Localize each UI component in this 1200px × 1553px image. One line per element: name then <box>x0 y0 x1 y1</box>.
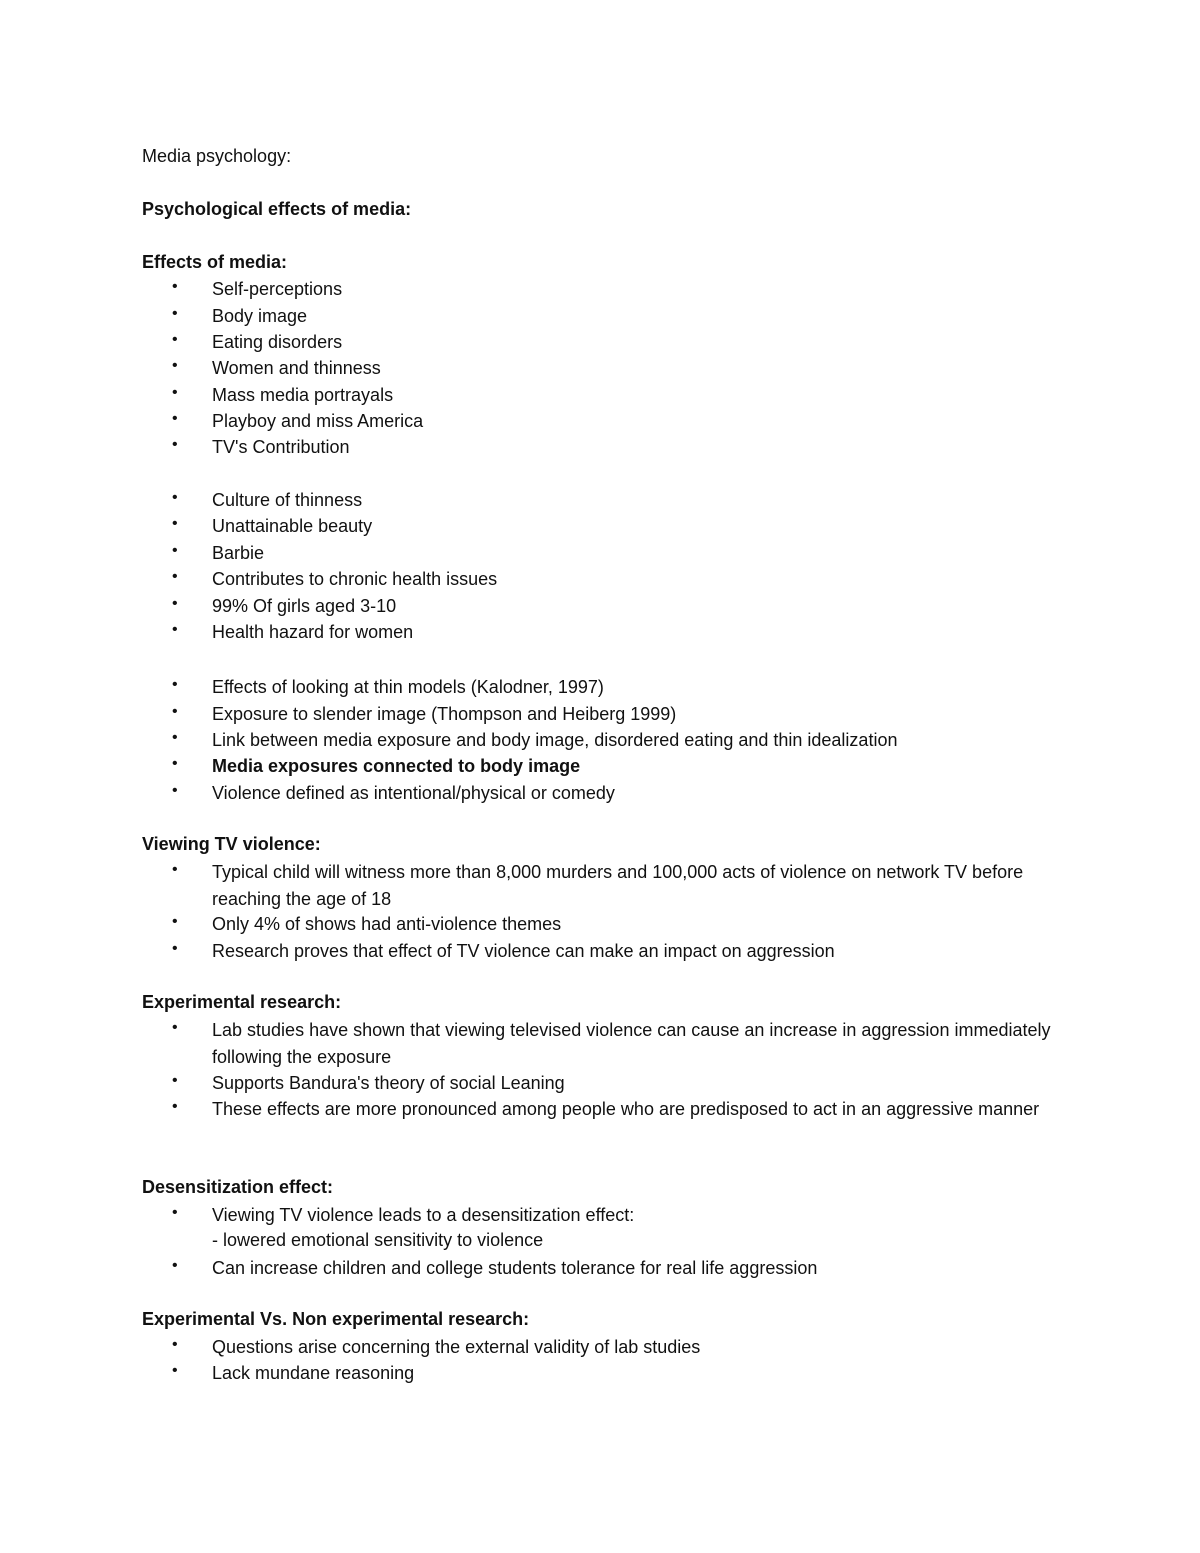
bullet-icon: • <box>172 1257 178 1274</box>
document-title: Media psychology: <box>142 146 292 166</box>
bullet-icon: • <box>172 489 178 506</box>
bullet-icon: • <box>172 940 178 957</box>
list-item: • Viewing TV violence leads to a desensitization effect: <box>172 1204 635 1225</box>
bullet-icon: • <box>172 436 178 453</box>
bullet-icon: • <box>172 568 178 585</box>
list-item: • Violence defined as intentional/physical or comedy <box>172 782 615 803</box>
bullet-icon: • <box>172 410 178 427</box>
list-item: • These effects are more pronounced among people who are predisposed to act in an aggressive manner <box>172 1098 1040 1119</box>
list-item: • Media exposures connected to body image <box>172 755 581 776</box>
section-heading: Viewing TV violence: <box>142 834 321 854</box>
list-item: • TV's Contribution <box>172 436 350 457</box>
list-item: • Exposure to slender image (Thompson and Heiberg 1999) <box>172 703 677 724</box>
bullet-icon: • <box>172 331 178 348</box>
bullet-icon: • <box>172 621 178 638</box>
section-heading: Experimental research: <box>142 992 342 1012</box>
list-item: • Questions arise concerning the external validity of lab studies <box>172 1336 701 1357</box>
bullet-icon: • <box>172 357 178 374</box>
bullet-icon: • <box>172 515 178 532</box>
section-heading: Desensitization effect: <box>142 1177 334 1197</box>
bullet-icon: • <box>172 782 178 799</box>
bullet-icon: • <box>172 703 178 720</box>
bullet-icon: • <box>172 542 178 559</box>
list-item: • Culture of thinness <box>172 489 363 510</box>
list-item: • Playboy and miss America <box>172 410 424 431</box>
bullet-icon: • <box>172 305 178 322</box>
bullet-icon: • <box>172 1019 178 1036</box>
list-item: • Mass media portrayals <box>172 384 394 405</box>
list-item: • Only 4% of shows had anti-violence themes <box>172 913 562 934</box>
list-item: • Eating disorders <box>172 331 343 352</box>
list-item: • Body image <box>172 305 308 326</box>
list-item: • Barbie <box>172 542 265 563</box>
list-item: • Typical child will witness more than 8,000 murders and 100,000 acts of violence on network TV before reaching the age of 18 <box>172 861 1024 909</box>
bullet-icon: • <box>172 278 178 295</box>
bullet-icon: • <box>172 755 178 772</box>
list-item: • Self-perceptions <box>172 278 343 299</box>
list-item: • Unattainable beauty <box>172 515 373 536</box>
list-item: • Women and thinness <box>172 357 381 378</box>
bullet-icon: • <box>172 729 178 746</box>
bullet-icon: • <box>172 913 178 930</box>
bullet-icon: • <box>172 384 178 401</box>
list-item-continuation: - lowered emotional sensitivity to violence <box>212 1230 544 1250</box>
section-heading: Effects of media: <box>142 252 288 272</box>
bullet-icon: • <box>172 1204 178 1221</box>
list-item: • Effects of looking at thin models (Kalodner, 1997) <box>172 676 604 697</box>
list-item: • Research proves that effect of TV violence can make an impact on aggression <box>172 940 835 961</box>
list-item: • Lack mundane reasoning <box>172 1362 415 1383</box>
list-item: • Lab studies have shown that viewing televised violence can cause an increase in aggression immediately following the exposure <box>172 1019 1051 1067</box>
bullet-icon: • <box>172 1072 178 1089</box>
section-heading: Experimental Vs. Non experimental research: <box>142 1309 530 1329</box>
bullet-icon: • <box>172 1098 178 1115</box>
section-heading: Psychological effects of media: <box>142 199 412 219</box>
bullet-icon: • <box>172 676 178 693</box>
list-item: • 99% Of girls aged 3-10 <box>172 595 397 616</box>
list-item: • Link between media exposure and body image, disordered eating and thin idealization <box>172 729 898 750</box>
bullet-icon: • <box>172 1362 178 1379</box>
list-item: • Supports Bandura's theory of social Leaning <box>172 1072 565 1093</box>
list-item: • Can increase children and college students tolerance for real life aggression <box>172 1257 818 1278</box>
bullet-icon: • <box>172 861 178 878</box>
bullet-icon: • <box>172 1336 178 1353</box>
list-item: • Contributes to chronic health issues <box>172 568 498 589</box>
bullet-icon: • <box>172 595 178 612</box>
list-item: • Health hazard for women <box>172 621 414 642</box>
